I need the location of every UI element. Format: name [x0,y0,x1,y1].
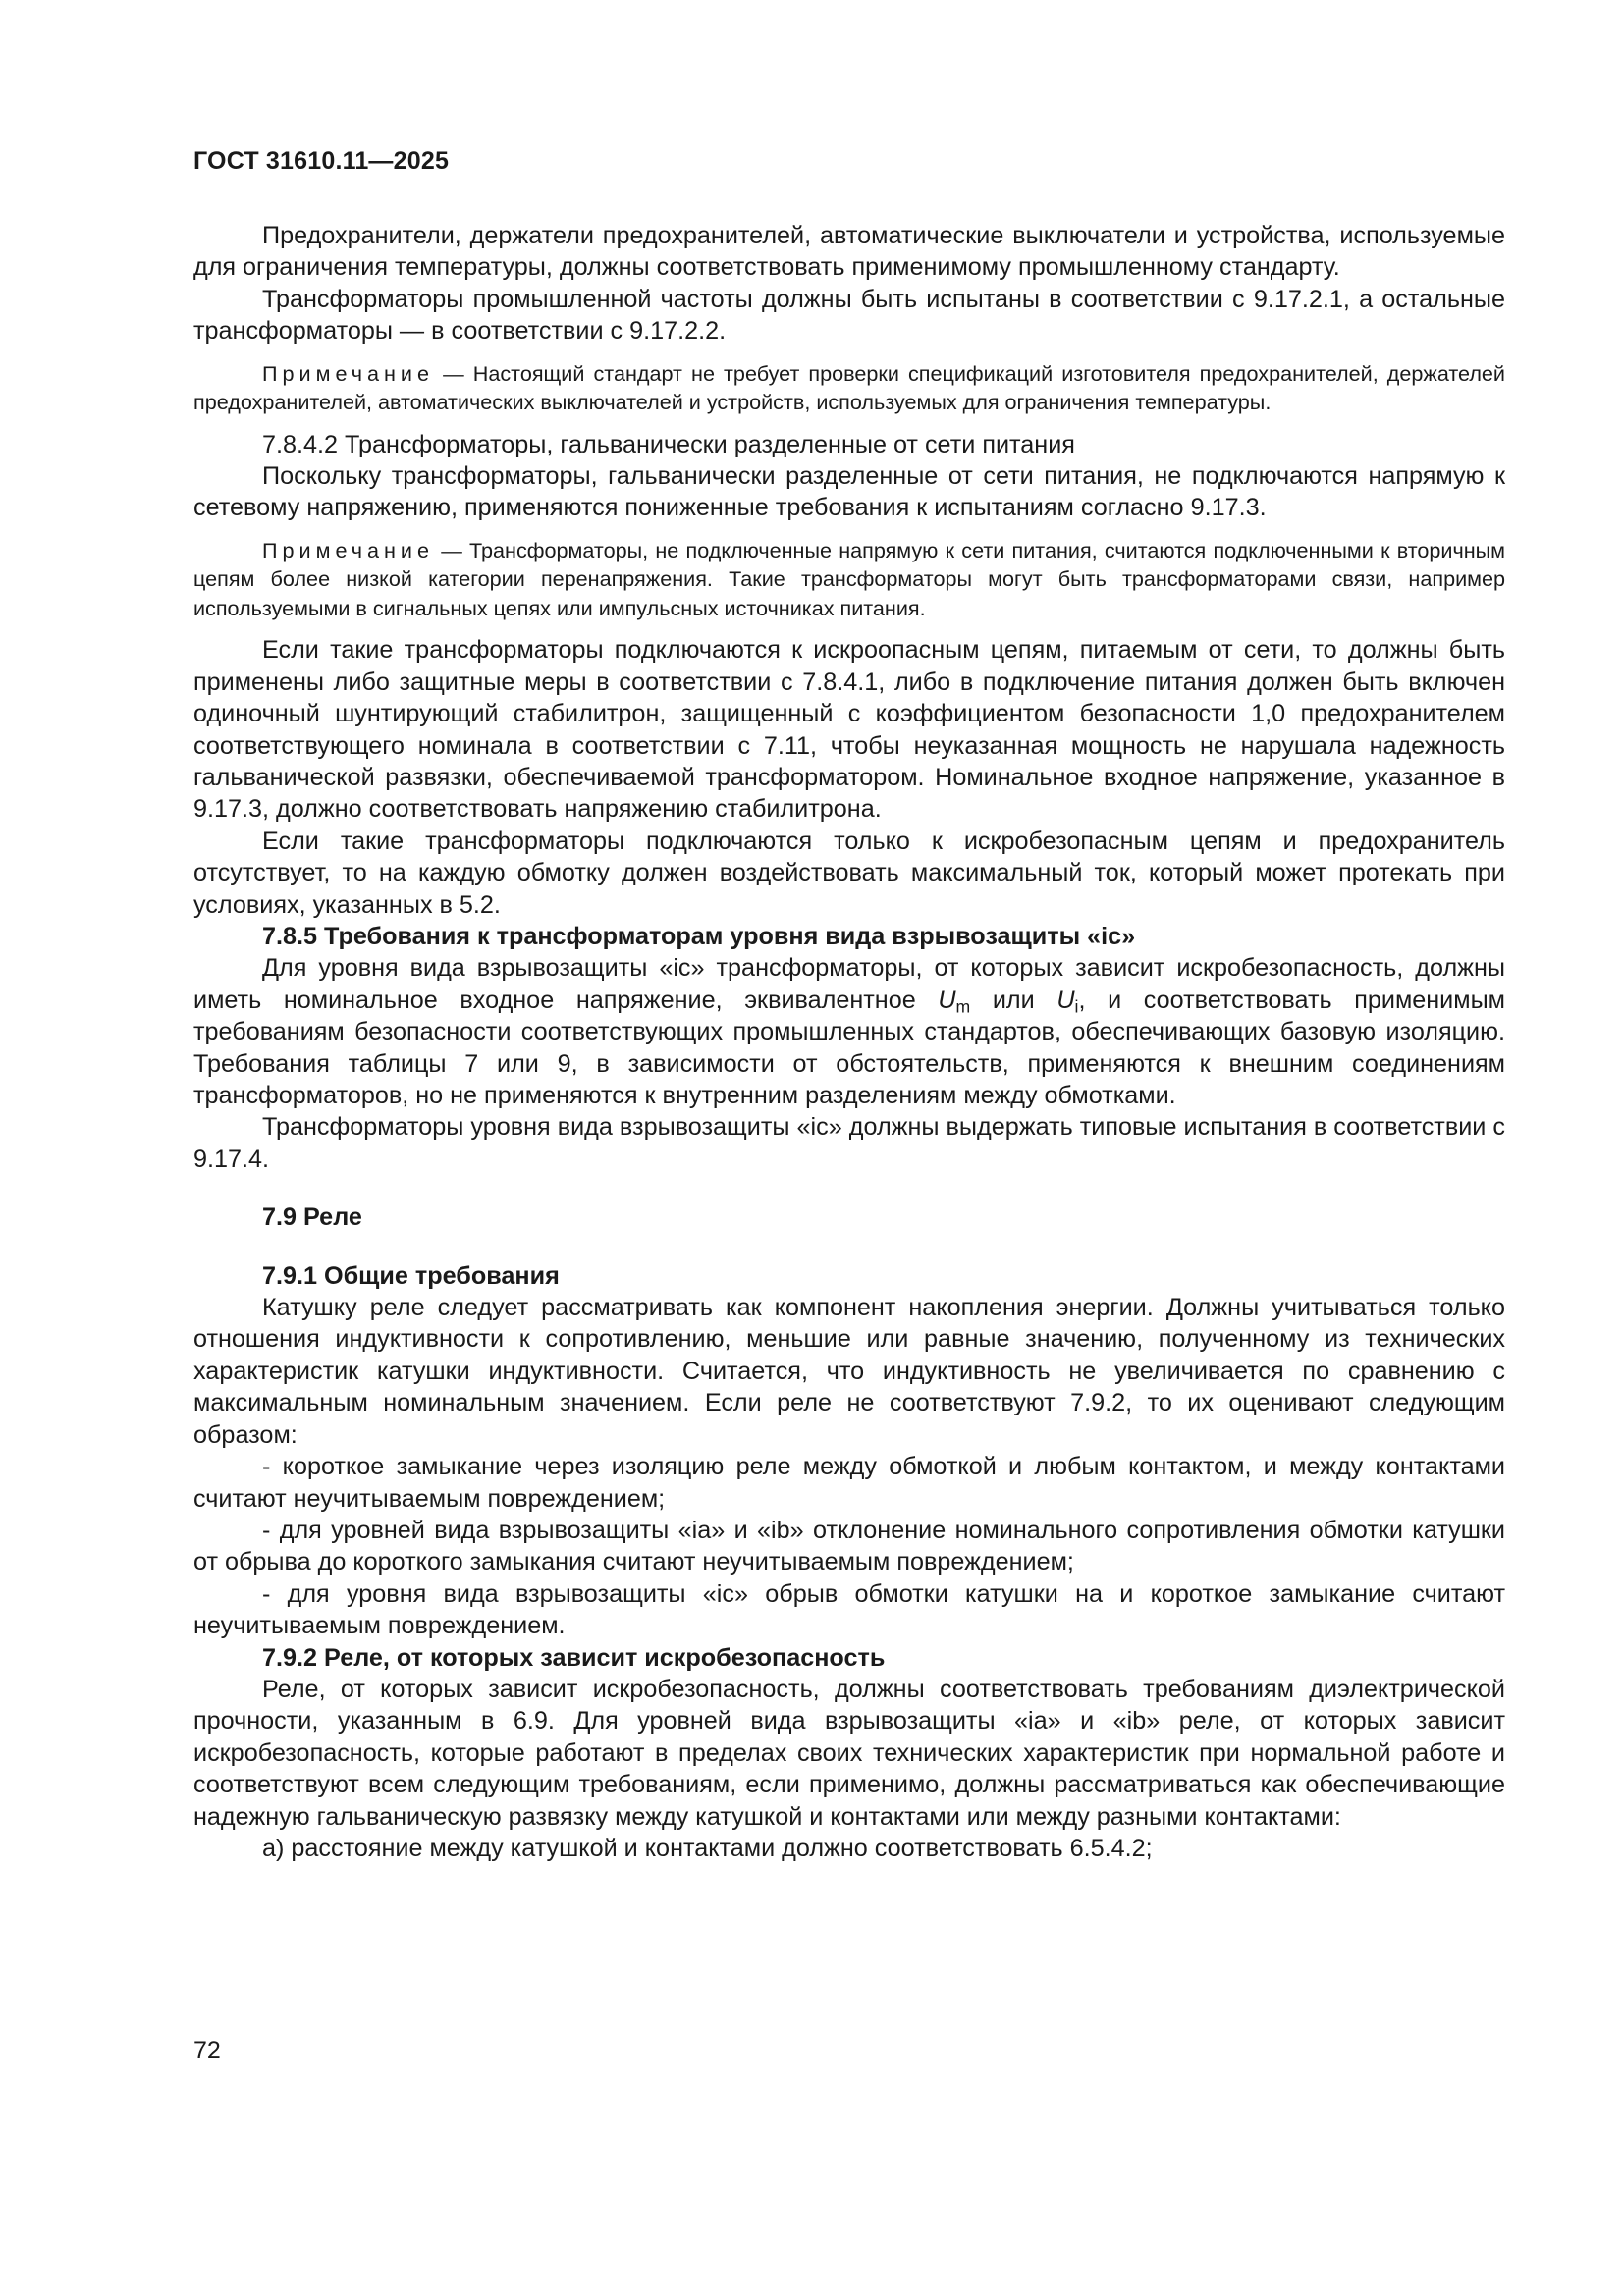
paragraph-ic-type-tests: Трансформаторы уровня вида взрывозащиты «ic» должны выдержать типовые испытания в соответствии с 9.17.4. [193,1113,1505,1173]
note-2-label: Примечание [262,537,434,562]
note-2 [193,536,1505,623]
clause-7-8-4-2-title: 7.8.4.2 Трансформаторы, гальванически разделенные от сети питания [262,430,1075,458]
list-item-a: а) расстояние между катушкой и контактами должно соответствовать 6.5.4.2; [262,1834,1153,1862]
document-page [193,0,1505,2296]
paragraph-relay-safety: Реле, от которых зависит искробезопасность, должны соответствовать требованиям диэлектрической прочности, указанным в 6.9. Для уровней вида взрывозащиты «ia» и «ib» реле, от которых зависит искробезопасность, которые работают в пределах своих технических характеристик при нормальной работе и соответствуют всем следующим требованиям, если применимо, должны рассматриваться как обеспечивающие надежную гальваническую развязку между катушкой и контактами или между разными контактами: [193,1675,1505,1831]
clause-7-9-heading: 7.9 Реле [262,1203,362,1232]
paragraph-fuses: Предохранители, держатели предохранителей, автоматические выключатели и устройства, используемые для ограничения температуры, должны соответствовать применимому промышленному стандарту. [193,222,1505,282]
note-1-label: Примечание [262,360,434,386]
symbol-um: U [938,986,956,1014]
paragraph-ic-transformers: Для уровня вида взрывозащиты «ic» трансформаторы, от которых зависит искробезопасность, должны иметь номинальное входное напряжение, эквивалентное $U_m$ или $U_i$, и соответствовать применимым требованиям безопасности соответствующих промышленных стандартов, обеспечивающих базовую изоляцию. Требования таблицы 7 или 9, в зависимости от обстоятельств, применяются к внешним соединениям трансформаторов, но не применяются к внутренним разделениям между обмотками. [193,954,1505,1110]
clause-7-9-1-heading: 7.9.1 Общие требования [262,1261,560,1290]
paragraph-spark-hazard-circuits: Если такие трансформаторы подключаются к искроопасным цепям, питаемым от сети, то должны быть применены либо защитные меры в соответствии с 7.8.4.1, либо в подключение питания должен быть включен одиночный шунтирующий стабилитрон, защищенный с коэффициентом безопасности 1,0 предохранителем соответствующего номинала в соответствии с 7.11, чтобы неуказанная мощность не нарушала надежность гальванической развязки, обеспечиваемой трансформатором. Номинальное входное напряжение, указанное в 9.17.3, должно соответствовать напряжению стабилитрона. [193,636,1505,824]
standard-id-header: ГОСТ 31610.11—2025 [193,147,450,175]
page-number: 72 [193,2037,221,2064]
list-item-ic: - для уровня вида взрывозащиты «ic» обрыв обмотки катушки на и короткое замыкание считают неучитываемым повреждением. [193,1579,1505,1640]
list-item-ia-ib: - для уровней вида взрывозащиты «ia» и «ib» отклонение номинального сопротивления обмотки катушки от обрыва до короткого замыкания считают неучитываемым повреждением; [193,1516,1505,1576]
paragraph-transformer-tests: Трансформаторы промышленной частоты должны быть испытаны в соответствии с 9.17.2.1, а остальные трансформаторы — в соответствии с 9.17.2.2. [193,285,1505,346]
note-1 [193,359,1505,417]
list-item-short-circuit: - короткое замыкание через изоляцию реле между обмоткой и любым контактом, и между контактами считают неучитываемым повреждением; [193,1453,1505,1513]
note-2-text: — Трансформаторы, не подключенные напрямую к сети питания, считаются подключенными к вторичным цепям более низкой категории перенапряжения. Такие трансформаторы могут быть трансформаторами связи, например используемыми в сигнальных цепях или импульсных источниках питания. [193,537,1506,620]
clause-7-9-2-heading: 7.9.2 Реле, от которых зависит искробезопасность [262,1643,886,1672]
clause-7-8-5-heading: 7.8.5 Требования к трансформаторам уровня вида взрывозащиты «ic» [262,923,1136,950]
page-content [193,220,1505,1864]
note-1-text: — Настоящий стандарт не требует проверки спецификаций изготовителя предохранителей, держателей предохранителей, автоматических выключателей и устройств, используемых для ограничения температуры. [193,360,1505,415]
symbol-ui: U [1056,986,1075,1014]
paragraph-isolated-transformers: Поскольку трансформаторы, гальванически разделенные от сети питания, не подключаются напрямую к сетевому напряжению, применяются пониженные требования к испытаниям согласно 9.17.3. [193,462,1505,522]
paragraph-relay-general: Катушку реле следует рассматривать как компонент накопления энергии. Должны учитываться только отношения индуктивности к сопротивлению, меньшие или равные значению, полученному из технических характеристик катушки индуктивности. Считается, что индуктивность не увеличивается по сравнению с максимальным номинальным значением. Если реле не соответствуют 7.9.2, то их оценивают следующим образом: [193,1294,1505,1449]
paragraph-intrinsically-safe-circuits: Если такие трансформаторы подключаются только к искробезопасным цепям и предохранитель отсутствует, то на каждую обмотку должен воздействовать максимальный ток, который может протекать при условиях, указанных в 5.2. [193,827,1505,919]
